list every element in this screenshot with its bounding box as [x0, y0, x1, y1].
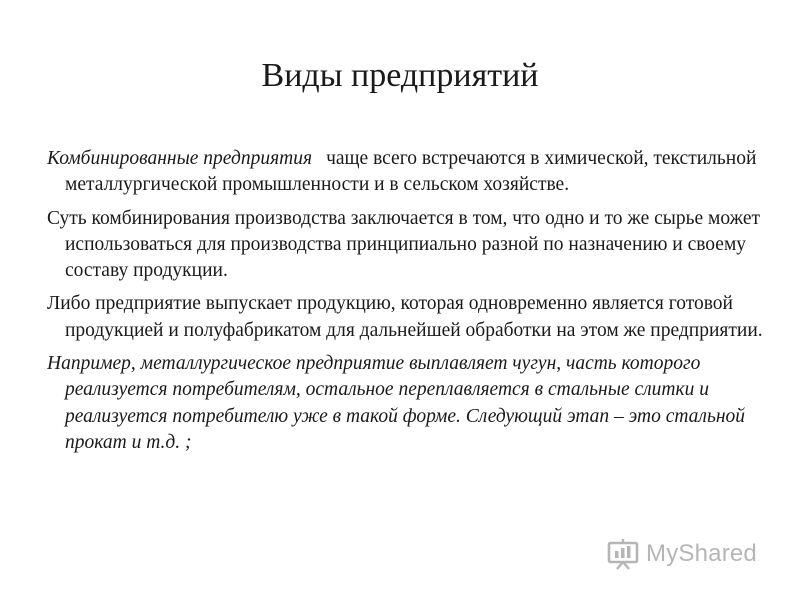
paragraph-essence: Суть комбинирования производства заключается в том, что одно и то же сырье может использоваться для производства принципиально разной по назначению и своему составу продукции.	[47, 207, 761, 282]
paragraph-combined-enterprises	[47, 146, 767, 199]
paragraph-text: чаще всего встречаются в химической, текстильной металлургической промышленности и в сельском хозяйстве.	[65, 148, 757, 196]
watermark-text: MyShared	[646, 540, 757, 567]
paragraph-semi-finished: Либо предприятие выпускает продукцию, которая одновременно является готовой продукцией и полуфабрикатом для дальнейшей обработки на этом же предприятии.	[47, 293, 763, 341]
watermark	[606, 537, 757, 571]
presentation-board-icon	[606, 537, 640, 571]
slide-title: Виды предприятий	[261, 57, 539, 94]
term-combined-enterprises: Комбинированные предприятия	[47, 148, 313, 169]
paragraph-example: Например, металлургическое предприятие выплавляет чугун, часть которого реализуется потребителям, остальное переплавляется в стальные слитки и реализуется потребителю уже в такой форме. Следующий этап – это стальной прокат и т.д. ;	[47, 353, 745, 453]
slide-body	[47, 146, 767, 463]
